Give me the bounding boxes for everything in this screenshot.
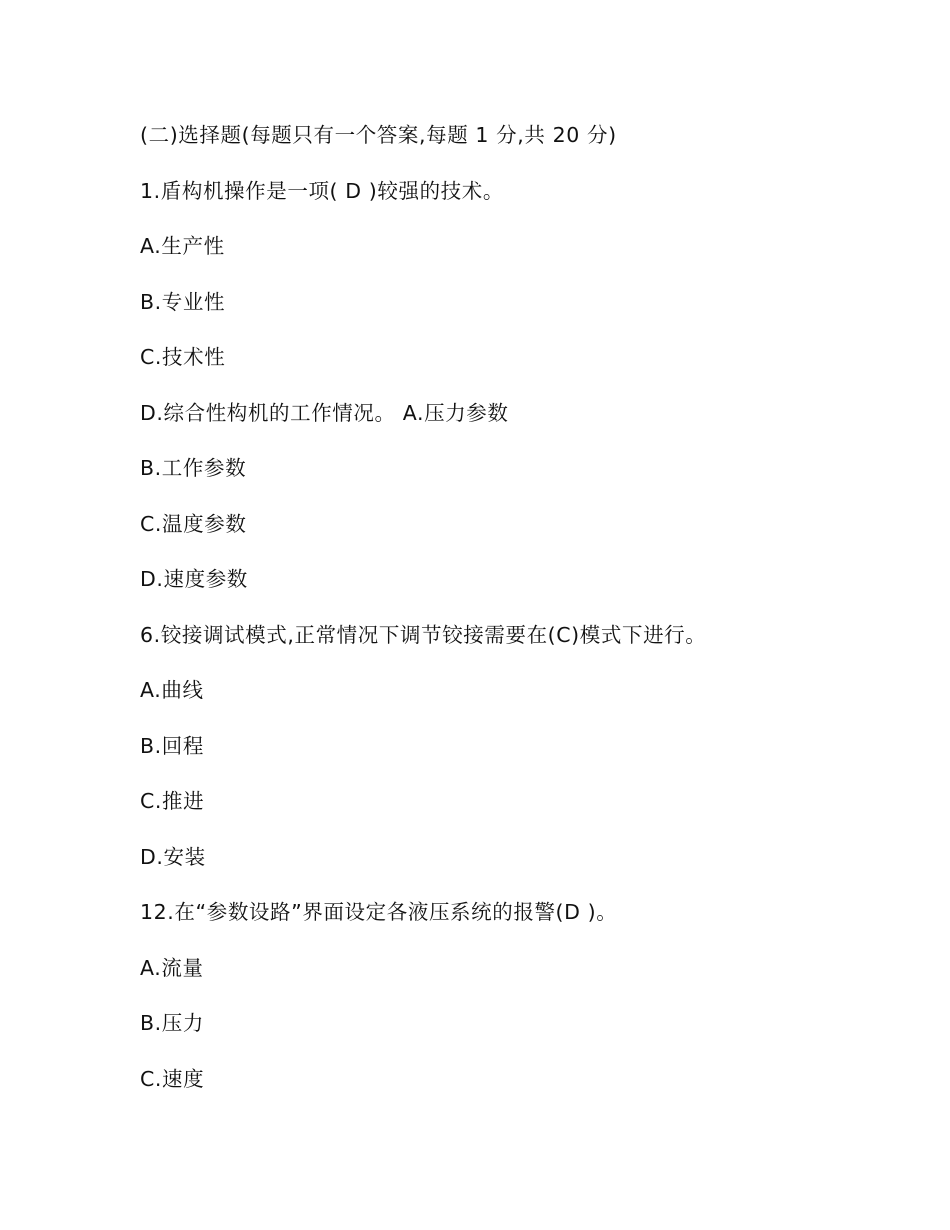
option-a: A.曲线 <box>140 678 204 702</box>
option-a: A.生产性 <box>140 234 225 258</box>
option-c: C.推进 <box>140 789 205 813</box>
option-b: B.压力 <box>140 1011 204 1035</box>
question-6-text: 6.铰接调试模式,正常情况下调节铰接需要在(C)模式下进行。 <box>140 622 707 647</box>
document-body <box>140 118 900 1117</box>
question-1-text: 1.盾构机操作是一项( D )较强的技术。 <box>140 178 504 203</box>
option-d-merged: D.综合性构机的工作情况。 A.压力参数 <box>140 400 509 425</box>
option-a: A.流量 <box>140 955 204 980</box>
option-d: D.安装 <box>140 844 206 869</box>
option-b: B.工作参数 <box>140 456 247 480</box>
section-heading: (二)选择题(每题只有一个答案,每题 1 分,共 20 分) <box>140 123 617 147</box>
option-b: B.专业性 <box>140 289 226 314</box>
option-c: C.速度 <box>140 1066 205 1091</box>
option-c: C.技术性 <box>140 345 226 369</box>
option-c: C.温度参数 <box>140 511 247 536</box>
option-b: B.回程 <box>140 733 204 758</box>
question-12-text: 12.在“参数设路”界面设定各液压系统的报警(D )。 <box>140 900 618 924</box>
option-d: D.速度参数 <box>140 567 248 591</box>
